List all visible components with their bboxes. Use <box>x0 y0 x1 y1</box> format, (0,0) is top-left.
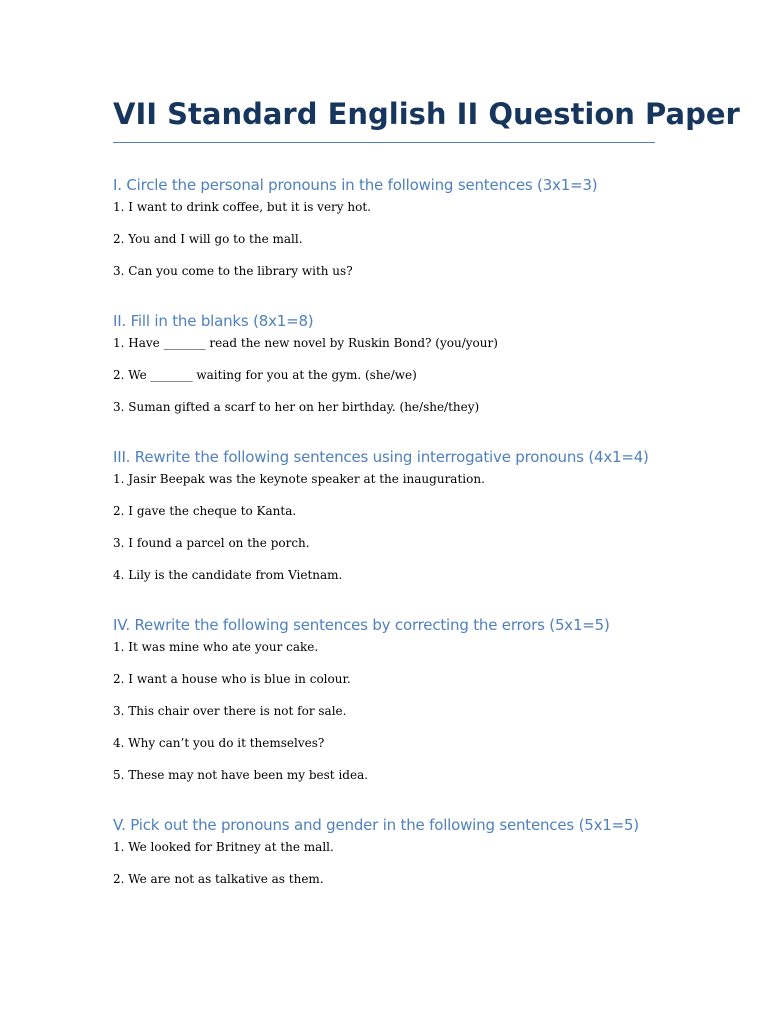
question-item: 5. These may not have been my best idea. <box>113 768 369 782</box>
question-item: 1. It was mine who ate your cake. <box>113 640 319 654</box>
section-heading: II. Fill in the blanks (8x1=8) <box>113 312 314 330</box>
question-item: 1. Jasir Beepak was the keynote speaker at the inauguration. <box>113 472 485 486</box>
section-1 <box>113 175 655 279</box>
question-item: 2. We _______ waiting for you at the gym. (she/we) <box>113 368 417 382</box>
document-page <box>113 96 740 887</box>
section-heading: V. Pick out the pronouns and gender in the following sentences (5x1=5) <box>113 816 639 834</box>
question-item: 1. Have _______ read the new novel by Ruskin Bond? (you/your) <box>113 336 498 350</box>
question-item: 4. Why can’t you do it themselves? <box>113 736 325 750</box>
question-item: 2. I gave the cheque to Kanta. <box>113 504 297 518</box>
section-heading: III. Rewrite the following sentences using interrogative pronouns (4x1=4) <box>113 448 649 466</box>
question-item: 4. Lily is the candidate from Vietnam. <box>113 568 343 582</box>
section-5 <box>113 815 655 887</box>
question-item: 3. Can you come to the library with us? <box>113 264 353 278</box>
section-heading: I. Circle the personal pronouns in the following sentences (3x1=3) <box>113 176 598 194</box>
page-title: VII Standard English II Question Paper <box>113 96 655 143</box>
section-heading: IV. Rewrite the following sentences by correcting the errors (5x1=5) <box>113 616 610 634</box>
question-item: 3. I found a parcel on the porch. <box>113 536 310 550</box>
section-4 <box>113 615 655 783</box>
question-item: 3. Suman gifted a scarf to her on her birthday. (he/she/they) <box>113 400 480 414</box>
question-item: 2. You and I will go to the mall. <box>113 232 303 246</box>
question-item: 1. We looked for Britney at the mall. <box>113 840 334 854</box>
question-item: 2. I want a house who is blue in colour. <box>113 672 351 686</box>
section-3 <box>113 447 655 583</box>
question-item: 2. We are not as talkative as them. <box>113 872 324 886</box>
question-item: 1. I want to drink coffee, but it is very hot. <box>113 200 371 214</box>
section-2 <box>113 311 655 415</box>
question-item: 3. This chair over there is not for sale. <box>113 704 347 718</box>
